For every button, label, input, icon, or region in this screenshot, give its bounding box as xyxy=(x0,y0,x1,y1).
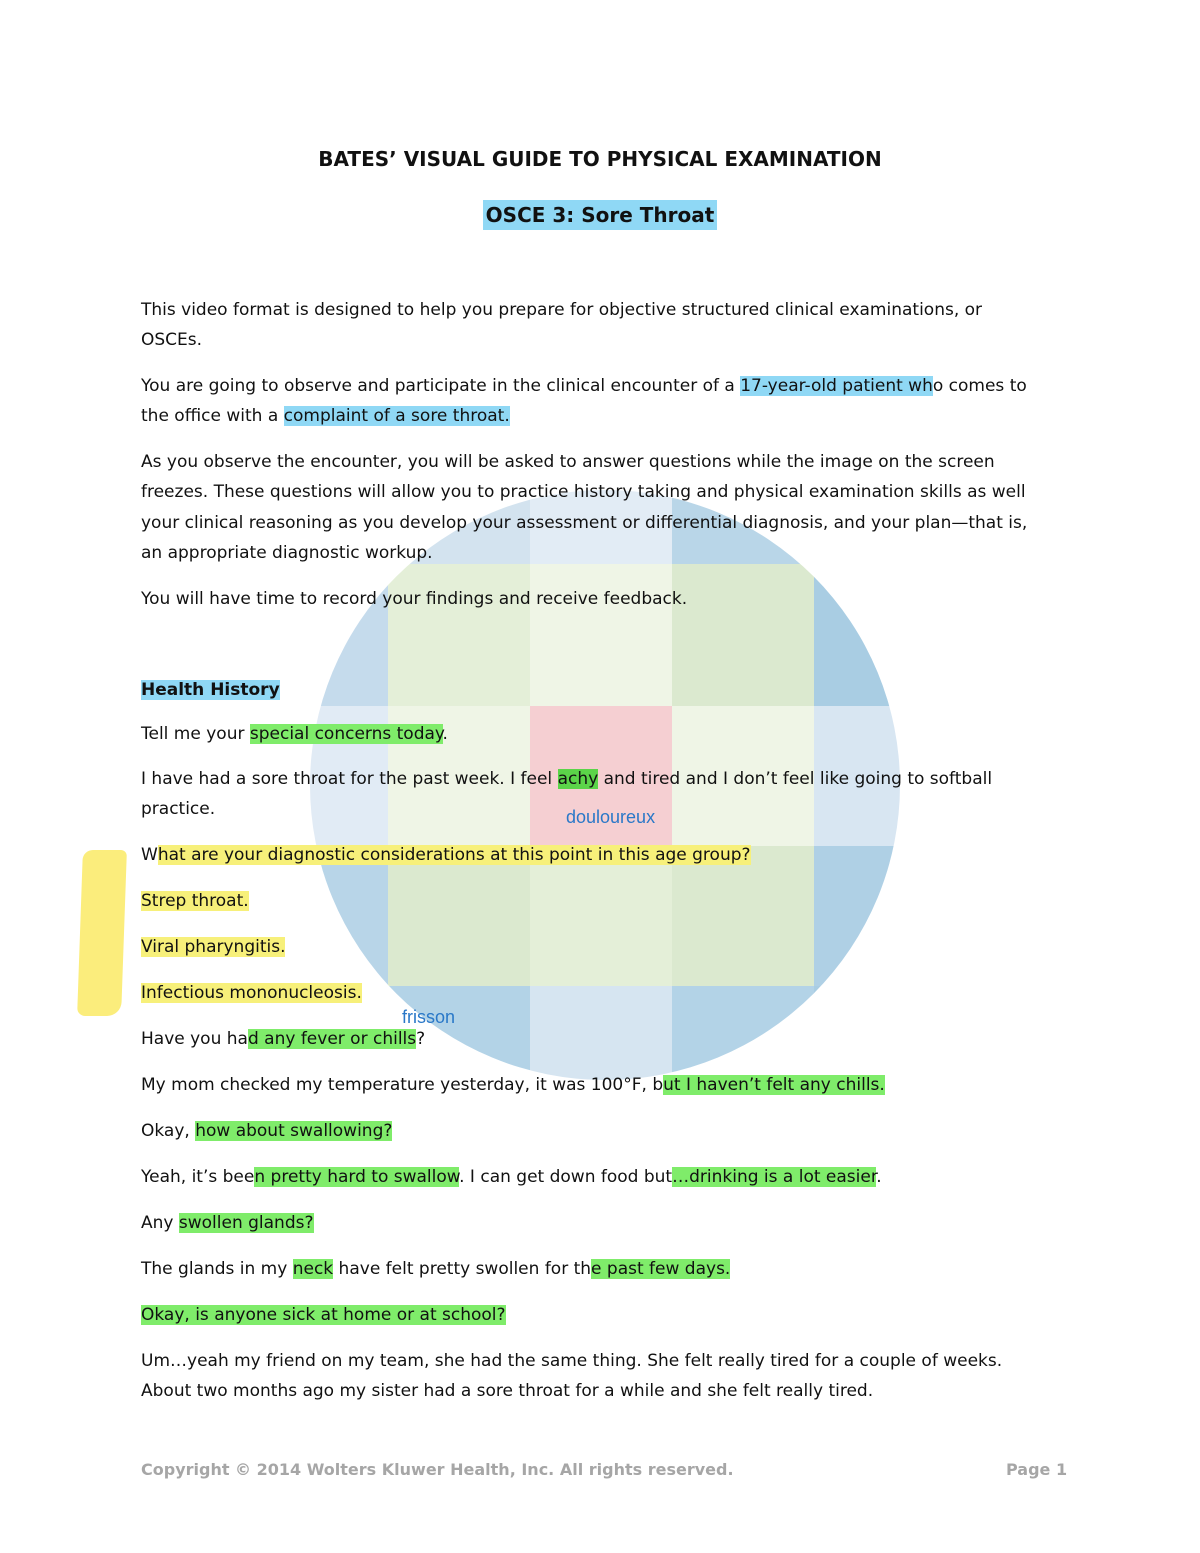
highlight-green: …drinking is a lot easier xyxy=(672,1167,877,1187)
diagnosis-strep xyxy=(141,889,249,913)
section-heading xyxy=(141,678,280,702)
text-segment: . xyxy=(876,1167,882,1187)
highlight-green: e past few days. xyxy=(591,1259,731,1279)
text-segment: have felt pretty swollen for th xyxy=(333,1259,592,1279)
diagnosis-viral xyxy=(141,935,285,959)
highlight-yellow: Viral pharyngitis. xyxy=(141,937,286,957)
text-segment: The glands in my xyxy=(141,1259,293,1279)
question-diagnostic-considerations xyxy=(141,843,751,867)
footer-page-number: Page 1 xyxy=(1006,1460,1068,1479)
highlight-green: how about swallowing? xyxy=(195,1121,393,1141)
intro-p2-line2 xyxy=(141,404,510,428)
subtitle-wrap xyxy=(0,200,1200,230)
document-title: BATES’ VISUAL GUIDE TO PHYSICAL EXAMINATION xyxy=(318,147,882,171)
answer-sore-throat-line1 xyxy=(141,767,992,791)
text-segment: Any xyxy=(141,1213,179,1233)
text-segment: ? xyxy=(416,1029,426,1049)
question-swallowing xyxy=(141,1119,392,1143)
highlight-green: neck xyxy=(292,1259,334,1279)
answer-sick-contacts-line1: Um…yeah my friend on my team, she had the same thing. She felt really tired for a couple of weeks. xyxy=(141,1351,1003,1371)
intro-p3-line4: an appropriate diagnostic workup. xyxy=(141,543,433,563)
intro-p3-line1: As you observe the encounter, you will be asked to answer questions while the image on the screen xyxy=(141,452,995,472)
answer-glands xyxy=(141,1257,730,1281)
text-segment: o comes to xyxy=(932,376,1027,396)
text-segment: I have had a sore throat for the past week. I feel xyxy=(141,769,558,789)
highlight-green: ut I haven’t felt any chills. xyxy=(663,1075,885,1095)
question-glands xyxy=(141,1211,314,1235)
intro-p2-line1 xyxy=(141,374,1027,398)
answer-sore-throat-line2: practice. xyxy=(141,799,216,819)
question-special-concerns xyxy=(141,722,448,746)
text-segment: Okay, xyxy=(141,1121,196,1141)
text-segment: . I can get down food but xyxy=(459,1167,673,1187)
text-segment: Yeah, it’s bee xyxy=(141,1167,255,1187)
annotation-frisson: frisson xyxy=(402,1007,456,1027)
highlight-yellow: Infectious mononucleosis. xyxy=(141,983,362,1003)
highlight-green: n pretty hard to swallow xyxy=(254,1167,460,1187)
highlight-green: special concerns today xyxy=(249,724,443,744)
question-fever xyxy=(141,1027,425,1051)
highlight-blue: 17-year-old patient wh xyxy=(740,376,933,396)
highlight-yellow: hat are your diagnostic considerations at this point in this age group? xyxy=(157,845,751,865)
text-segment: W xyxy=(141,845,158,865)
intro-p1-line1: This video format is designed to help you prepare for objective structured clinical examinations, or xyxy=(141,300,983,320)
text-segment: the office with a xyxy=(141,406,284,426)
document-subtitle: OSCE 3: Sore Throat xyxy=(483,200,718,230)
text-segment: and tired and I don’t feel like going to softball xyxy=(598,769,993,789)
intro-p3-line2: freezes. These questions will allow you to practice history taking and physical examination skills as well xyxy=(141,482,1026,502)
answer-sick-contacts-line2: About two months ago my sister had a sore throat for a while and she felt really tired. xyxy=(141,1381,874,1401)
text-segment: . xyxy=(442,724,448,744)
highlight-green: achy xyxy=(557,769,599,789)
highlight-blue: complaint of a sore throat. xyxy=(283,406,510,426)
annotation-douloureux: douloureux xyxy=(566,807,656,827)
intro-p3-line3: your clinical reasoning as you develop your assessment or differential diagnosis, and your plan—that is, xyxy=(141,513,1028,533)
highlight-green: Okay, is anyone sick at home or at school? xyxy=(141,1305,506,1325)
highlight-blue: Health History xyxy=(141,680,280,700)
highlight-green: swollen glands? xyxy=(178,1213,314,1233)
intro-p4-line1: You will have time to record your findings and receive feedback. xyxy=(141,589,688,609)
intro-p1-line2: OSCEs. xyxy=(141,330,203,350)
text-segment: You are going to observe and participate in the clinical encounter of a xyxy=(141,376,741,396)
question-sick-contacts xyxy=(141,1303,506,1327)
highlight-green: d any fever or chills xyxy=(247,1029,417,1049)
text-segment: Tell me your xyxy=(141,724,250,744)
highlight-yellow: Strep throat. xyxy=(141,891,249,911)
text-segment: Have you ha xyxy=(141,1029,248,1049)
answer-swallowing xyxy=(141,1165,882,1189)
answer-temperature xyxy=(141,1073,885,1097)
diagnosis-mono xyxy=(141,981,362,1005)
footer-copyright: Copyright © 2014 Wolters Kluwer Health, Inc. All rights reserved. xyxy=(141,1460,734,1479)
text-segment: My mom checked my temperature yesterday, it was 100°F, b xyxy=(141,1075,664,1095)
